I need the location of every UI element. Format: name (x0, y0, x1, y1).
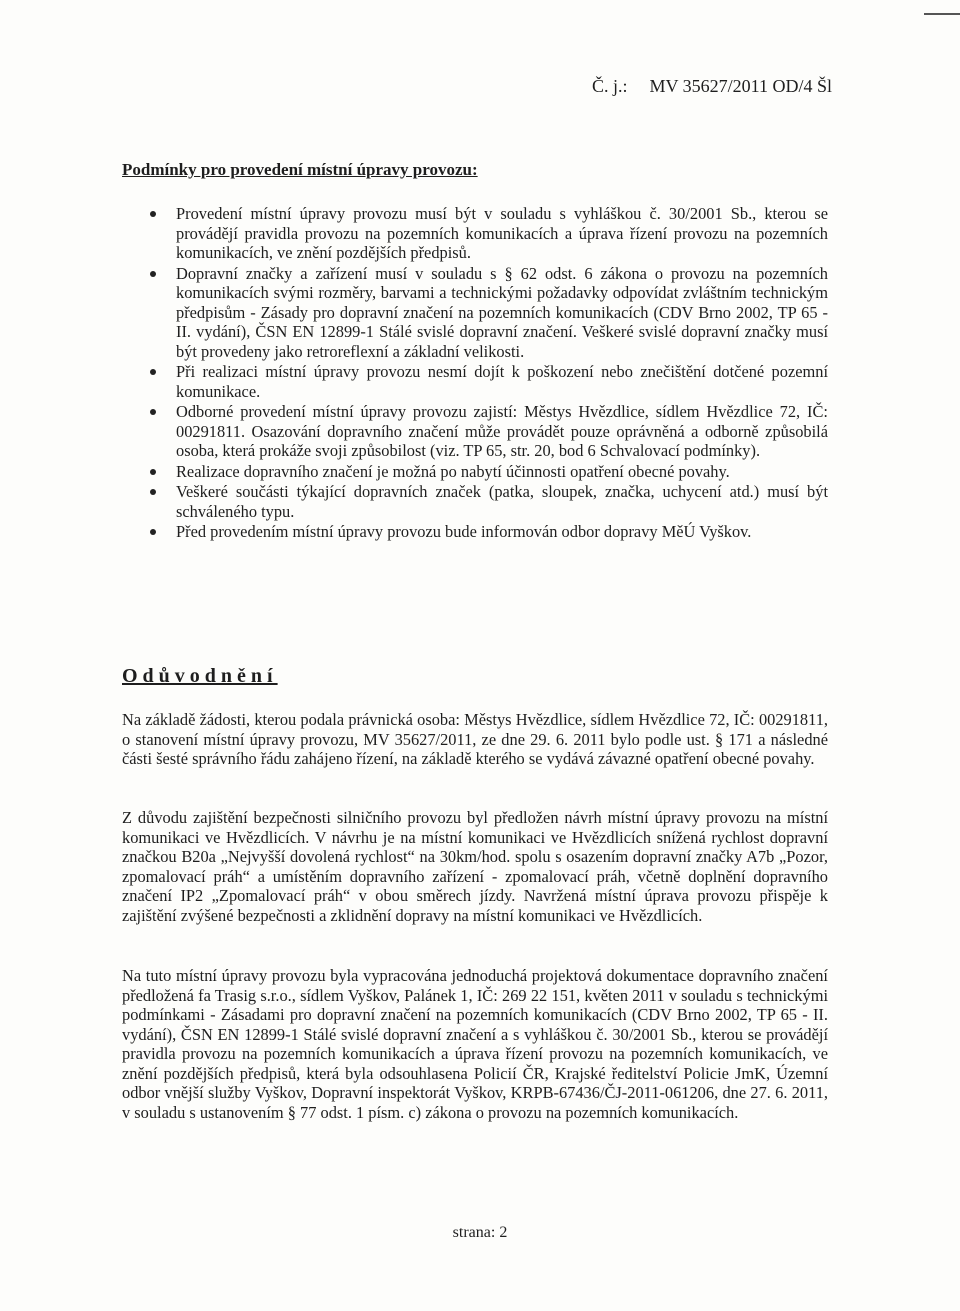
justification-paragraph: Z důvodu zajištění bezpečnosti silničního provozu byl předložen návrh místní úpravy provozu na místní komunikaci ve Hvězdlicích. V návrhu je na místní komunikaci ve Hvězdlicích snížená rychlost dopravní značkou B20a „Nejvyšší dovolená rychlost“ na 30km/hod. spolu s osazením dopravní značky A7b „Pozor, zpomalovací práh“ a umístěním dopravního zařízení - zpomalovací práh, včetně doplnění dopravního značení IP2 „Zpomalovací práh“ v obou směrech jízdy. Navržená místní úprava provozu přispěje k zajištění zvýšené bezpečnosti a zklidnění dopravy na místní komunikaci ve Hvězdlicích. (122, 808, 828, 925)
reference-label: Č. j.: (591, 76, 628, 96)
page-footer (0, 1224, 960, 1242)
scan-edge-mark (924, 13, 960, 15)
condition-item: Před provedením místní úpravy provozu bude informován odbor dopravy MěÚ Vyškov. (176, 522, 828, 542)
justification-paragraph: Na základě žádosti, kterou podala právnická osoba: Městys Hvězdlice, sídlem Hvězdlice 72, IČ: 00291811, o stanovení místní úpravy provozu, MV 35627/2011, ze dne 29. 6. 2011 bylo podle ust. § 171 a následné části šesté správního řádu zahájeno řízení, na základě kterého se vydává závazné opatření obecné povahy. (122, 710, 828, 768)
condition-item: Provedení místní úpravy provozu musí být v souladu s vyhláškou č. 30/2001 Sb., kterou se provádějí pravidla provozu na pozemních komunikacích a úprava řízení provozu na pozemních komunikacích, ve znění pozdějších předpisů. (176, 204, 828, 262)
conditions-list (176, 204, 828, 543)
condition-item: Odborné provedení místní úpravy provozu zajistí: Městys Hvězdlice, sídlem Hvězdlice 72, IČ: 00291811. Osazování dopravního značení může provádět pouze oprávněná a odborně způsobilá osoba, která prokáže svoji způsobilost (viz. TP 65, str. 20, bod 6 Schvalovací podmínky). (176, 402, 828, 460)
condition-item: Dopravní značky a zařízení musí v souladu s § 62 odst. 6 zákona o provozu na pozemních komunikacích svými rozměry, barvami a technickými požadavky odpovídat zvláštním technickým předpisům - Zásady pro dopravní značení na pozemních komunikacích (CDV Brno 2002, TP 65 - II. vydání), ČSN EN 12899-1 Stálé svislé dopravní značení. Veškeré svislé dopravní značky musí být provedeny jako retroreflexní a základní velikosti. (176, 263, 828, 361)
conditions-heading: Podmínky pro provedení místní úpravy provozu: (122, 160, 478, 179)
page-number: strana: 2 (452, 1224, 508, 1241)
justification-heading: Odůvodnění (122, 665, 278, 687)
condition-item: Realizace dopravního značení je možná po nabytí účinnosti opatření obecné povahy. (176, 462, 828, 482)
reference-number (592, 76, 832, 97)
condition-item: Veškeré součásti týkající dopravních značek (patka, sloupek, značka, uchycení atd.) musí být schváleného typu. (176, 482, 828, 521)
condition-item: Při realizaci místní úpravy provozu nesmí dojít k poškození nebo znečištění dotčené pozemní komunikace. (176, 362, 828, 401)
justification-paragraph: Na tuto místní úpravy provozu byla vypracována jednoduchá projektová dokumentace dopravního značení předložená fa Trasig s.r.o., sídlem Vyškov, Palánek 1, IČ: 269 22 151, květen 2011 v souladu s technickými podmínkami - Zásadami pro dopravní značení na pozemních komunikacích (CDV Brno 2002, TP 65 - II. vydání), ČSN EN 12899-1 Stálé svislé dopravní značení a s vyhláškou č. 30/2001 Sb., kterou se provádějí pravidla provozu na pozemních komunikacích a úprava řízení provozu na pozemních komunikacích, ve znění pozdějších předpisů, která byla odsouhlasena Policií ČR, Krajské ředitelství Policie JmK, Územní odbor vnější služby Vyškov, Dopravní inspektorát Vyškov, KRPB-67436/ČJ-2011-061206, dne 27. 6. 2011, v souladu s ustanovením § 77 odst. 1 písm. c) zákona o provozu na pozemních komunikacích. (122, 966, 828, 1122)
reference-value: MV 35627/2011 OD/4 Šl (649, 76, 832, 96)
